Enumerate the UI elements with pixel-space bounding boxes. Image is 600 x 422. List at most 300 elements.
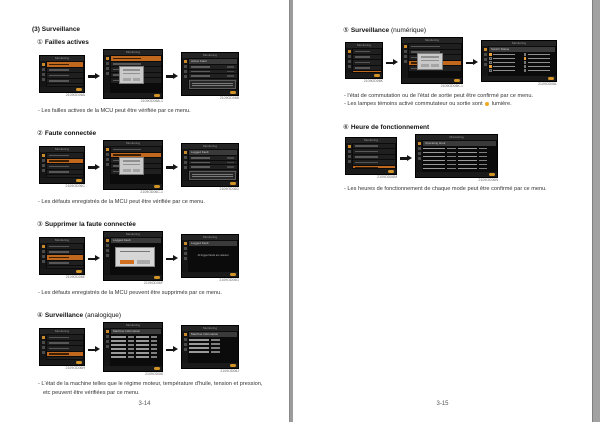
caption-text: lumière. — [490, 101, 512, 108]
sidebar-icon — [418, 152, 421, 155]
screen-body — [111, 238, 161, 274]
sidebar-icon — [184, 60, 187, 63]
cell-bar — [227, 166, 234, 168]
sidebar-icon — [42, 169, 45, 172]
home-icon — [230, 364, 236, 367]
menu-row — [47, 250, 83, 255]
screen-title-bar: Monitoring — [40, 147, 84, 152]
cell-bar — [111, 336, 126, 338]
screen-sidebar — [402, 43, 408, 78]
sidebar-icon — [184, 257, 187, 260]
sidebar-icon — [42, 159, 45, 162]
arrow-icon — [87, 72, 101, 80]
sidebar-icon — [418, 157, 421, 160]
left-page — [0, 0, 289, 422]
figure — [181, 325, 239, 374]
screenshots-row — [39, 322, 283, 377]
screen-title-bar: Monitoring — [482, 41, 556, 46]
cell-bar — [151, 356, 157, 358]
sidebar-icon — [348, 145, 351, 148]
screen-title-bar: Monitoring — [104, 141, 162, 146]
sidebar-icon — [106, 153, 109, 156]
screen-body — [111, 56, 161, 92]
note-line — [192, 174, 233, 175]
menu-row — [409, 44, 461, 49]
home-icon — [230, 273, 236, 276]
sidebar-icon — [184, 338, 187, 341]
cell-bar — [447, 152, 456, 154]
cell-bar — [493, 54, 515, 56]
screen-title-bar: Monitoring — [182, 326, 238, 331]
row-text-bar — [49, 155, 69, 157]
row-text-bar — [355, 62, 370, 64]
status-led-icon — [524, 53, 527, 56]
screenshot-thumbnail — [103, 49, 163, 99]
table-row — [111, 335, 161, 338]
cell-bar — [479, 164, 488, 166]
section-title: Failles actives — [44, 39, 89, 46]
page-number-left: 3-14 — [138, 401, 151, 407]
cell-bar — [191, 166, 210, 168]
screenshot-thumbnail — [39, 328, 85, 366]
sidebar-icon — [348, 55, 351, 58]
cell-bar — [189, 351, 209, 353]
cell-bar — [423, 152, 445, 154]
row-text-bar — [355, 56, 370, 58]
cell-bar — [111, 344, 126, 346]
figure — [39, 237, 85, 280]
cell-bar — [227, 66, 234, 68]
sidebar-icon — [484, 58, 487, 61]
sidebar-icon — [418, 142, 421, 145]
dialog-button — [123, 169, 131, 172]
list-row — [189, 74, 237, 78]
menu-row — [47, 164, 83, 169]
row-text-bar — [49, 268, 69, 269]
figure-code: 2109OD06D — [219, 187, 239, 192]
screen-footer — [104, 275, 162, 280]
menu-row — [47, 266, 83, 268]
arrow-icon — [465, 59, 479, 67]
sidebar-icon — [348, 160, 351, 163]
sidebar-icon — [106, 158, 109, 161]
row-text-bar — [355, 67, 370, 69]
sidebar-icon — [184, 348, 187, 351]
sidebar-icon — [42, 63, 45, 66]
screen-title-bar: Monitoring — [40, 56, 84, 61]
screen-footer — [104, 93, 162, 98]
home-icon — [76, 270, 82, 273]
screen-body — [47, 244, 83, 268]
screen-footer — [104, 184, 162, 189]
screen-title-bar: Monitoring — [104, 323, 162, 328]
row-text-bar — [49, 342, 69, 344]
sidebar-icon — [42, 245, 45, 248]
row-text-bar — [49, 262, 69, 264]
section-heading — [37, 38, 283, 46]
caption-line: - L'état de la machine telles que le régime moteur, température d'huile, tension et pression, — [38, 380, 263, 387]
row-text-bar — [113, 154, 141, 156]
list-header: Logged Fault — [111, 238, 161, 243]
cell-bar — [136, 352, 149, 354]
row-text-bar — [411, 46, 440, 48]
sidebar-icon — [42, 336, 45, 339]
screen-body — [47, 153, 83, 177]
table-row — [423, 155, 496, 158]
figure — [345, 42, 383, 84]
figure — [39, 55, 85, 98]
cell-bar — [189, 339, 209, 341]
figure-code: 2109OD06A — [65, 93, 85, 97]
left-page-content — [0, 0, 289, 397]
dialog-line — [421, 60, 439, 62]
cell-bar — [211, 351, 220, 353]
arrow-icon — [165, 163, 179, 171]
screen-body — [353, 144, 395, 168]
cell-bar — [151, 344, 157, 346]
menu-row — [353, 149, 395, 154]
cell-bar — [493, 62, 515, 64]
figure-code: 2109OD06K — [363, 79, 383, 83]
screen-footer — [482, 76, 556, 81]
screenshot-thumbnail — [415, 134, 498, 178]
status-row — [524, 69, 556, 73]
row-text-bar — [49, 257, 69, 259]
screen-title-bar: Monitoring — [104, 232, 162, 237]
table-row — [111, 355, 161, 358]
figure — [103, 322, 163, 377]
screen-title-bar: Monitoring — [40, 238, 84, 243]
dialog-button — [133, 78, 141, 81]
status-led-icon — [489, 69, 492, 72]
menu-row — [353, 55, 381, 60]
home-icon — [76, 179, 82, 182]
sidebar-icon — [184, 75, 187, 78]
sidebar-icon — [106, 148, 109, 151]
screen-title-bar: Monitoring — [346, 43, 382, 48]
figure-code: 2109OD06B — [219, 96, 239, 100]
section-heading — [37, 311, 283, 319]
screen-sidebar — [104, 146, 110, 184]
section-title: Faute connectée — [44, 130, 97, 138]
cell-bar — [447, 160, 456, 162]
caption-line: - Les heures de fonctionnement de chaque mode peut être confirmé par ce menu. — [344, 186, 547, 193]
screenshot-thumbnail — [103, 231, 163, 281]
sidebar-icon — [484, 53, 487, 56]
section-title: Surveillance — [44, 312, 84, 320]
circled-number: ⑥ — [343, 123, 349, 131]
table-row — [189, 346, 237, 349]
cell-bar — [227, 71, 234, 73]
section-title-suffix: (analogique) — [83, 312, 122, 320]
list-row — [189, 70, 237, 74]
status-led-icon — [524, 61, 527, 64]
screen-title-bar: Monitoring — [416, 135, 497, 140]
sidebar-icon — [106, 340, 109, 343]
dialog-line — [123, 73, 140, 75]
caption-line: etc peuvent être vérifiées par ce menu. — [43, 389, 140, 396]
document-heading: (3) Surveillance — [32, 26, 81, 33]
menu-row — [47, 73, 83, 78]
section-heading — [343, 123, 586, 131]
figure-code: 2109OD06J — [220, 369, 239, 374]
cell-bar — [423, 156, 445, 158]
menu-row — [353, 155, 395, 160]
screen-body — [189, 241, 237, 271]
cell-bar — [111, 340, 126, 342]
highlighted-menu-row — [47, 62, 83, 67]
cell-bar — [493, 58, 515, 60]
screenshot-thumbnail — [181, 234, 239, 278]
note-line — [192, 85, 233, 86]
screenshots-row — [345, 37, 586, 89]
dialog-buttons — [123, 78, 140, 81]
screen-footer — [402, 78, 462, 83]
dialog-line — [123, 69, 140, 71]
screenshot-thumbnail — [181, 143, 239, 187]
screen-title-bar: Monitoring — [182, 235, 238, 240]
sidebar-icon — [106, 72, 109, 75]
cell-bar — [211, 343, 220, 345]
home-icon — [374, 74, 380, 77]
home-icon — [154, 94, 160, 97]
screen-title-bar: Monitoring — [346, 138, 396, 143]
screen-footer — [40, 269, 84, 274]
screenshots-row — [39, 231, 283, 286]
note-line — [192, 176, 233, 177]
sidebar-icon — [184, 156, 187, 159]
status-led-icon — [489, 53, 492, 56]
row-text-bar — [355, 162, 378, 164]
indicator-dot-icon — [485, 102, 489, 106]
cell-bar — [191, 75, 210, 77]
figure — [181, 234, 239, 283]
manual-section — [343, 26, 586, 109]
screenshot-thumbnail — [39, 146, 85, 184]
screen-body — [47, 335, 83, 359]
caption-line: - Les failles actives de la MCU peut être vérifiée par ce menu. — [38, 107, 191, 114]
note-box — [189, 171, 236, 180]
table-row — [423, 159, 496, 162]
row-text-bar — [49, 69, 69, 71]
dialog-buttons — [123, 169, 140, 172]
screen-body — [489, 47, 555, 75]
row-text-bar — [49, 64, 69, 66]
sidebar-icon — [418, 147, 421, 150]
figure — [345, 137, 397, 180]
row-text-bar — [49, 251, 69, 253]
figure-code: 2109OD06E — [65, 275, 85, 280]
list-header: Operating Hour — [423, 141, 496, 146]
home-icon — [388, 170, 394, 173]
screenshot-thumbnail — [345, 42, 383, 79]
screen-sidebar — [40, 61, 46, 87]
arrow-icon — [87, 255, 101, 263]
menu-row — [353, 160, 395, 165]
screen-title-bar: Monitoring — [104, 50, 162, 55]
cell-bar — [458, 168, 477, 170]
screen-sidebar — [182, 240, 188, 272]
status-led-icon — [524, 57, 527, 60]
captions — [38, 380, 283, 397]
home-icon — [76, 88, 82, 91]
status-led-icon — [489, 65, 492, 68]
figure — [39, 328, 85, 371]
page-number-right: 3-15 — [436, 401, 449, 407]
dialog-line — [120, 251, 150, 253]
row-text-bar — [355, 156, 378, 158]
sidebar-icon — [184, 161, 187, 164]
list-row — [189, 165, 237, 169]
screenshot-thumbnail — [103, 140, 163, 190]
screenshots-row — [39, 49, 283, 104]
screen-footer — [40, 178, 84, 183]
sidebar-icon — [184, 166, 187, 169]
sidebar-icon — [106, 254, 109, 257]
row-text-bar — [49, 359, 69, 360]
section-title: Supprimer la faute connectée — [44, 221, 136, 229]
right-page — [293, 0, 592, 422]
section-heading — [37, 220, 283, 228]
menu-row — [47, 84, 83, 86]
figure-code: 2109OD06G — [219, 278, 239, 283]
sidebar-icon — [404, 50, 407, 53]
sidebar-icon — [184, 151, 187, 154]
cell-bar — [128, 344, 134, 346]
menu-row — [353, 49, 381, 54]
menu-row — [47, 346, 83, 351]
screenshots-row — [39, 140, 283, 195]
sidebar-icon — [348, 155, 351, 158]
table-row — [423, 151, 496, 154]
screenshot-thumbnail — [481, 40, 557, 82]
sidebar-icon — [184, 343, 187, 346]
sidebar-icon — [106, 345, 109, 348]
screen-footer — [416, 172, 497, 177]
right-sections — [343, 26, 586, 194]
cell-bar — [528, 54, 550, 56]
screenshot-thumbnail — [39, 237, 85, 275]
cell-bar — [458, 160, 477, 162]
cell-bar — [227, 157, 234, 159]
screen-sidebar — [346, 48, 352, 73]
cell-bar — [128, 352, 134, 354]
sidebar-icon — [348, 60, 351, 63]
screen-title-bar: Monitoring — [182, 144, 238, 149]
list-header: Machine Information — [189, 332, 237, 337]
cell-bar — [128, 340, 134, 342]
table-row — [189, 342, 237, 345]
sidebar-icon — [106, 57, 109, 60]
cell-bar — [128, 348, 134, 350]
cell-bar — [211, 347, 220, 349]
home-icon — [548, 77, 554, 80]
row-text-bar — [49, 337, 69, 339]
list-row — [189, 156, 237, 160]
sidebar-icon — [42, 260, 45, 263]
row-text-bar — [49, 246, 69, 248]
screen-footer — [346, 169, 396, 174]
right-page-content — [293, 0, 592, 194]
table-row — [423, 167, 496, 170]
cell-bar — [151, 352, 157, 354]
screen-sidebar — [416, 140, 422, 172]
table-row — [111, 351, 161, 354]
figure-code: 2109OD06I — [145, 372, 163, 377]
section-heading — [343, 26, 586, 34]
figure-code: 2109OD06H — [65, 366, 85, 371]
sidebar-icon — [42, 341, 45, 344]
sidebar-icon — [184, 242, 187, 245]
menu-row — [353, 60, 381, 65]
cell-bar — [211, 339, 220, 341]
screen-sidebar — [40, 334, 46, 360]
cell-bar — [191, 157, 210, 159]
screen-body — [111, 329, 161, 365]
cell-bar — [528, 62, 550, 64]
arrow-icon — [87, 163, 101, 171]
sidebar-icon — [42, 351, 45, 354]
cell-bar — [528, 66, 550, 68]
sidebar-icon — [184, 65, 187, 68]
cell-bar — [128, 356, 134, 358]
sidebar-icon — [404, 55, 407, 58]
home-icon — [489, 173, 495, 176]
cell-bar — [458, 164, 477, 166]
sidebar-icon — [42, 250, 45, 253]
screenshot-thumbnail — [103, 322, 163, 372]
home-icon — [454, 79, 460, 82]
no-button — [137, 260, 151, 264]
figure — [103, 231, 163, 286]
screen-footer — [182, 181, 238, 186]
circled-number: ⑤ — [343, 27, 349, 34]
screen-body — [189, 332, 237, 362]
sidebar-icon — [42, 164, 45, 167]
cell-bar — [136, 356, 149, 358]
captions — [38, 198, 283, 207]
screen-sidebar — [182, 58, 188, 90]
row-text-bar — [355, 151, 378, 153]
cell-bar — [191, 66, 210, 68]
cell-bar — [191, 71, 210, 73]
screen-body — [409, 44, 461, 77]
figure-code: 2109OD06F — [143, 281, 163, 286]
cell-bar — [191, 162, 210, 164]
cell-bar — [447, 156, 456, 158]
sidebar-icon — [184, 70, 187, 73]
screen-title-bar: Monitoring — [182, 53, 238, 58]
figure-code: 2109OD06A-1 — [140, 99, 163, 103]
cell-bar — [111, 356, 126, 358]
circled-number: ① — [37, 39, 43, 46]
dialog-line — [123, 164, 140, 166]
row-text-bar — [49, 166, 69, 168]
sidebar-icon — [106, 330, 109, 333]
cell-bar — [136, 348, 149, 350]
menu-row — [47, 170, 83, 175]
captions — [344, 92, 586, 109]
cell-bar — [423, 164, 445, 166]
cell-bar — [528, 58, 550, 60]
section-title: Surveillance — [350, 27, 390, 34]
section-heading — [37, 129, 283, 137]
figure — [39, 146, 85, 189]
binder-edge — [592, 0, 600, 422]
section-title-suffix: (numérique) — [389, 27, 426, 34]
sidebar-icon — [184, 333, 187, 336]
menu-row — [47, 175, 83, 177]
